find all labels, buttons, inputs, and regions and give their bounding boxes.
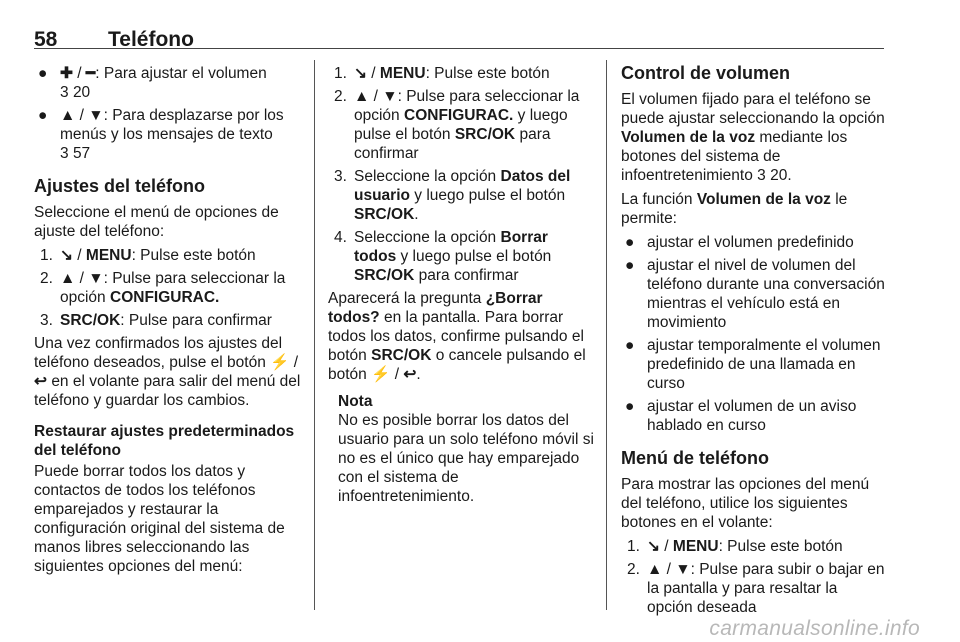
list-item: 3. SRC/OK: Pulse para confirmar [40, 312, 272, 329]
minus-icon: ━ [85, 65, 96, 82]
column-divider-2 [606, 60, 607, 610]
list-item: 3. Seleccione la opción Datos del usuario y luego pulse el botón SRC/OK. [334, 168, 571, 223]
list-item: 1. ↘ / MENU: Pulse este botón [627, 538, 843, 555]
column-2: 1. ↘ / MENU: Pulse este botón 2. ▲ / ▼: Pulse para seleccionar la opción CONFIGURAC. y luego pulse el botón SRC/OK para confirmar 3. Seleccione la opción Datos del usuario y luego pulse el botón SRC/OK. 4. Seleccione la opción Borrar todos y luego pulse el botón SRC/OK para confirmar Aparecerá la pregunta ¿Borrar todos? en la pantalla. Para borrar todos los datos, confirme pulsando el botón SRC/OK o cancele pulsando el botón ⚡ / ↩. Nota No es posible borrar los datos del usuario para un solo teléfono móvil si no es el único que hay emparejado con el sistema de infoentretenimiento. [328, 65, 594, 505]
column-1: ● ✚ / ━: Para ajustar el volumen 3 20 ● ▲ / ▼: Para desplazarse por los menús y los mensajes de texto 3 57 Ajustes del teléfono Seleccione el menú de opciones de ajuste del teléfono: 1. ↘ / MENU: Pulse este botón 2. ▲ / ▼: Pulse para seleccionar la opción CONFIGURAC. 3. SRC/OK: Pulse para confirmar Una vez confirmados los ajustes del teléfono deseados, pulse el botón ⚡ / ↩ en el volante para salir del menú del teléfono y guardar los cambios. Restaurar ajustes predeterminados del teléfono Puede borrar todos los datos y contactos de todos los teléfonos emparejados y restaurar la configuración original del sistema de manos libres seleccionando las siguientes opciones del menú: [34, 64, 304, 581]
reference-icon: 3 [60, 145, 69, 162]
plus-icon: ✚ [60, 65, 73, 82]
reference-icon: 3 [60, 84, 69, 101]
menu-icon: ↘ [60, 247, 73, 264]
section-heading: Menú de teléfono [621, 448, 769, 468]
down-arrow-icon: ▼ [88, 107, 104, 124]
column-3: Control de volumen El volumen fijado para el teléfono se puede ajustar seleccionando la opción Volumen de la voz mediante los botones del sistema de infoentretenimiento 3 20. La función Volumen de la voz le permite: ● ajustar el volumen predefinido ● ajustar el nivel de volumen del teléfono durante una conversación mientras el vehículo está en movimiento ● ajustar temporalmente el volumen predefinido de una llamada en curso ● ajustar el volumen de un aviso hablado en curso Menú de teléfono Para mostrar las opciones del menú del teléfono, utilice los siguientes botones en el volante: 1. ↘ / MENU: Pulse este botón 2. ▲ / ▼: Pulse para subir o bajar en la pantalla y para resaltar la opción deseada [621, 63, 885, 616]
mute-icon: ⚡ [371, 366, 391, 383]
subsection-heading: Restaurar ajustes predeterminados del teléfono [34, 423, 295, 459]
list-item: ● ajustar el nivel de volumen del teléfono durante una conversación mientras el vehículo está en movimiento [625, 257, 885, 331]
reference-icon: 3 [757, 167, 766, 184]
page-number: 58 [34, 28, 58, 51]
mute-icon: ⚡ [270, 354, 290, 371]
header-rule [34, 48, 884, 49]
up-arrow-icon: ▲ [60, 270, 76, 287]
list-item: ● ▲ / ▼: Para desplazarse por los menús y los mensajes de texto 3 57 [38, 107, 284, 162]
list-item: 4. Seleccione la opción Borrar todos y luego pulse el botón SRC/OK para confirmar [334, 229, 552, 284]
watermark: carmanualsonline.info [709, 617, 920, 640]
column-divider-1 [314, 60, 315, 610]
down-arrow-icon: ▼ [675, 561, 691, 578]
page-header [34, 30, 194, 49]
back-icon: ↩ [403, 366, 417, 383]
list-item: ● ajustar temporalmente el volumen predefinido de una llamada en curso [625, 337, 881, 392]
page-title: Teléfono [108, 28, 194, 51]
note-box [328, 392, 594, 506]
section-heading: Ajustes del teléfono [34, 176, 206, 196]
list-item: 2. ▲ / ▼: Pulse para seleccionar la opción CONFIGURAC. [40, 270, 286, 306]
up-arrow-icon: ▲ [60, 107, 76, 124]
down-arrow-icon: ▼ [382, 88, 398, 105]
down-arrow-icon: ▼ [88, 270, 104, 287]
menu-icon: ↘ [354, 65, 367, 82]
note-text: No es posible borrar los datos del usuario para un solo teléfono móvil si no es el único que hay emparejado con el sistema de infoentretenimiento. [338, 412, 594, 505]
note-title: Nota [338, 393, 373, 410]
up-arrow-icon: ▲ [647, 561, 663, 578]
up-arrow-icon: ▲ [354, 88, 370, 105]
list-item: ● ✚ / ━: Para ajustar el volumen 3 20 [38, 65, 267, 101]
back-icon: ↩ [34, 373, 47, 390]
list-item: 2. ▲ / ▼: Pulse para seleccionar la opción CONFIGURAC. y luego pulse el botón SRC/OK para confirmar [334, 88, 580, 162]
menu-icon: ↘ [647, 538, 660, 555]
list-item: ● ajustar el volumen de un aviso hablado en curso [625, 398, 857, 434]
list-item: ● ajustar el volumen predefinido [625, 234, 854, 251]
section-heading: Control de volumen [621, 63, 791, 83]
list-item: 1. ↘ / MENU: Pulse este botón [40, 247, 256, 264]
list-item: 2. ▲ / ▼: Pulse para subir o bajar en la pantalla y para resaltar la opción deseada [627, 561, 885, 616]
list-item: 1. ↘ / MENU: Pulse este botón [334, 65, 550, 82]
